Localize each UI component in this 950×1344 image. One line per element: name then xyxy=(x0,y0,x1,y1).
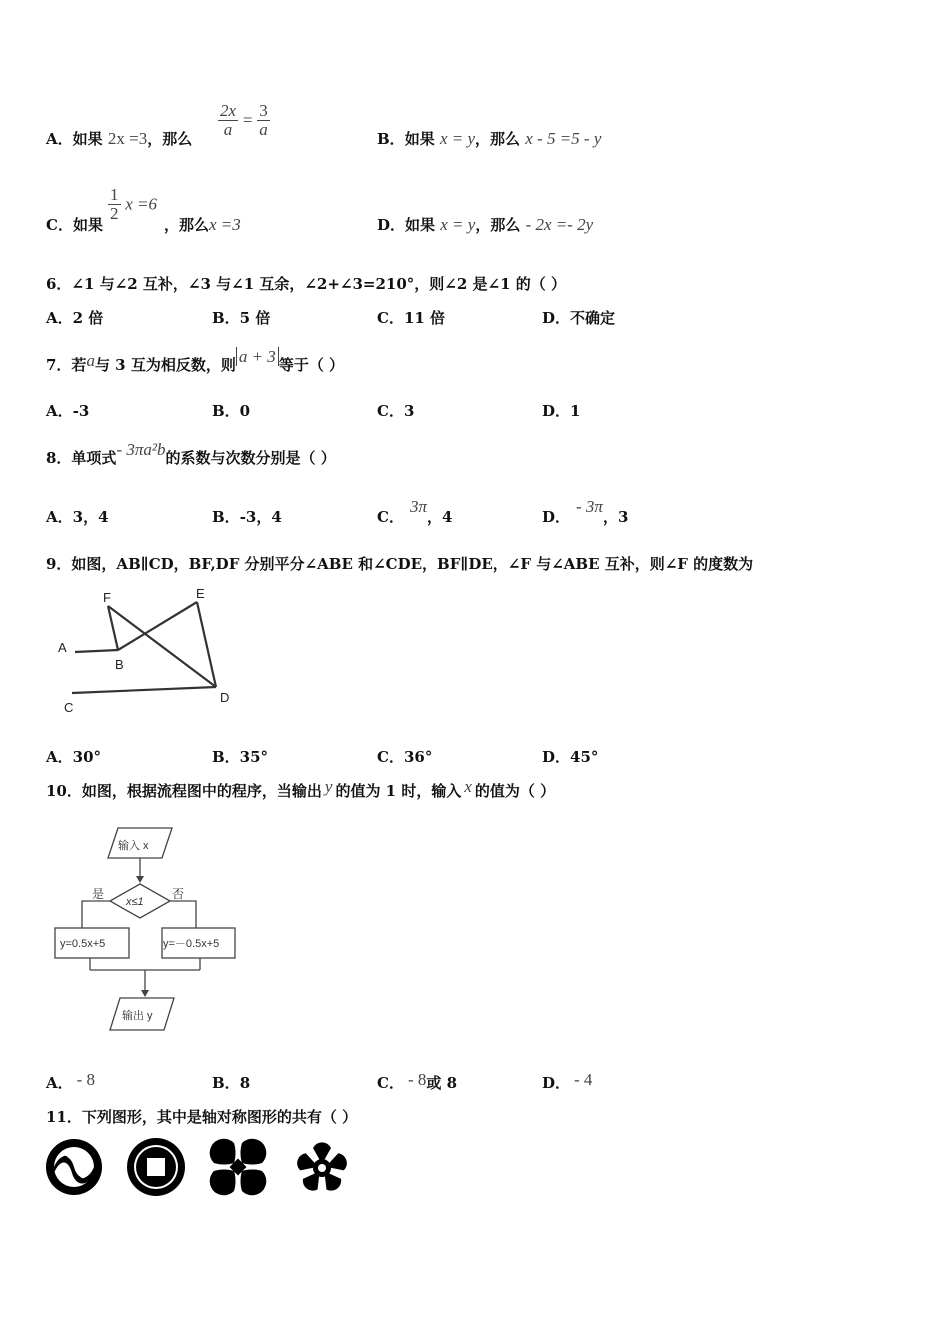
q5-option-c: C．如果 xyxy=(46,216,103,234)
q6-option-d: D．不确定 xyxy=(542,309,616,327)
q10-option-b: B．8 xyxy=(212,1074,251,1092)
q10-stem: 10．如图，根据流程图中的程序，当输出 y 的值为 1 时，输入 x 的值为（ ） xyxy=(46,777,556,800)
q5-option-a-fraction: $\frac{2x}{a}$ = $\frac{3}{a}$ xyxy=(220,101,268,139)
q7-option-a: A．-3 xyxy=(46,402,90,420)
q8-option-d: D．- 3π，3 xyxy=(542,497,629,526)
label-f: F xyxy=(103,590,111,605)
q8-option-c: C．3π，4 xyxy=(377,497,453,526)
label-b: B xyxy=(115,657,124,672)
q8-option-b: B．-3，4 xyxy=(212,508,282,526)
q8-stem: 8．单项式- 3πa²b的系数与次数分别是（ ） xyxy=(46,440,336,467)
flow-yes-line xyxy=(82,901,110,928)
q9-option-b: B．35° xyxy=(212,748,269,766)
q10-option-a: A． - 8 xyxy=(46,1070,96,1092)
q5-option-a: A．如果 2x =3，那么 xyxy=(46,129,193,148)
flow-output-text: 输出 y xyxy=(122,1010,153,1022)
q5-option-c-expr: $\frac{1}{2}$ x =6 xyxy=(110,185,158,223)
q7-stem: 7．若a与 3 互为相反数，则 a + 3 等于（ ） xyxy=(46,347,345,374)
flow-right-text: y=－0.5x+5 xyxy=(163,938,220,950)
flow-input-text: 输入 x xyxy=(118,840,149,852)
flow-no-label: 否 xyxy=(172,887,185,901)
q9-option-a: A．30° xyxy=(46,748,102,766)
label-e: E xyxy=(196,586,205,601)
q6-option-a: A．2 倍 xyxy=(46,309,104,327)
q6-option-c: C．11 倍 xyxy=(377,309,446,327)
q6-option-b: B．5 倍 xyxy=(212,309,271,327)
segment-ab xyxy=(75,650,118,652)
q7-option-b: B．0 xyxy=(212,402,251,420)
square-hole-coin-icon xyxy=(127,1138,185,1196)
label-c: C xyxy=(64,700,74,715)
q11-stem: 11．下列图形，其中是轴对称图形的共有（ ） xyxy=(46,1108,358,1126)
q10-option-c: C． - 8或 8 xyxy=(377,1070,458,1092)
flow-yes-label: 是 xyxy=(92,887,105,901)
five-petal-flower-icon xyxy=(295,1142,349,1194)
q11-figures xyxy=(44,1136,364,1200)
flow-no-line xyxy=(170,901,196,928)
q9-option-d: D．45° xyxy=(542,748,599,766)
q10-flowchart xyxy=(50,822,242,1036)
yin-yang-ring-icon xyxy=(46,1139,102,1195)
q9-option-c: C．36° xyxy=(377,748,433,766)
q5-option-b: B．如果 x = y，那么 x - 5 =5 - y xyxy=(377,129,602,148)
q9-geometry-figure xyxy=(50,582,240,718)
q5-option-c-tail: ，那么x =3 xyxy=(164,215,241,234)
q8-option-a: A．3，4 xyxy=(46,508,109,526)
four-petal-knot-icon xyxy=(210,1139,267,1196)
q6-stem: 6．∠1 与∠2 互补，∠3 与∠1 互余，∠2+∠3=210°，则∠2 是∠1 的（ ） xyxy=(46,275,566,293)
flow-cond-text: x≤1 xyxy=(126,896,144,908)
q9-stem: 9．如图，AB∥CD，BF,DF 分别平分∠ABE 和∠CDE，BF∥DE，∠F 与∠ABE 互补，则∠F 的度数为 xyxy=(46,555,754,573)
q7-option-d: D．1 xyxy=(542,402,581,420)
q7-option-c: C．3 xyxy=(377,402,415,420)
q10-option-d: D． - 4 xyxy=(542,1070,593,1092)
q5-option-d: D．如果 x = y，那么 - 2x =- 2y xyxy=(377,215,594,234)
label-d: D xyxy=(220,690,230,705)
segment-cd xyxy=(72,687,216,693)
flow-left-text: y=0.5x+5 xyxy=(60,938,106,950)
label-a: A xyxy=(58,640,67,655)
